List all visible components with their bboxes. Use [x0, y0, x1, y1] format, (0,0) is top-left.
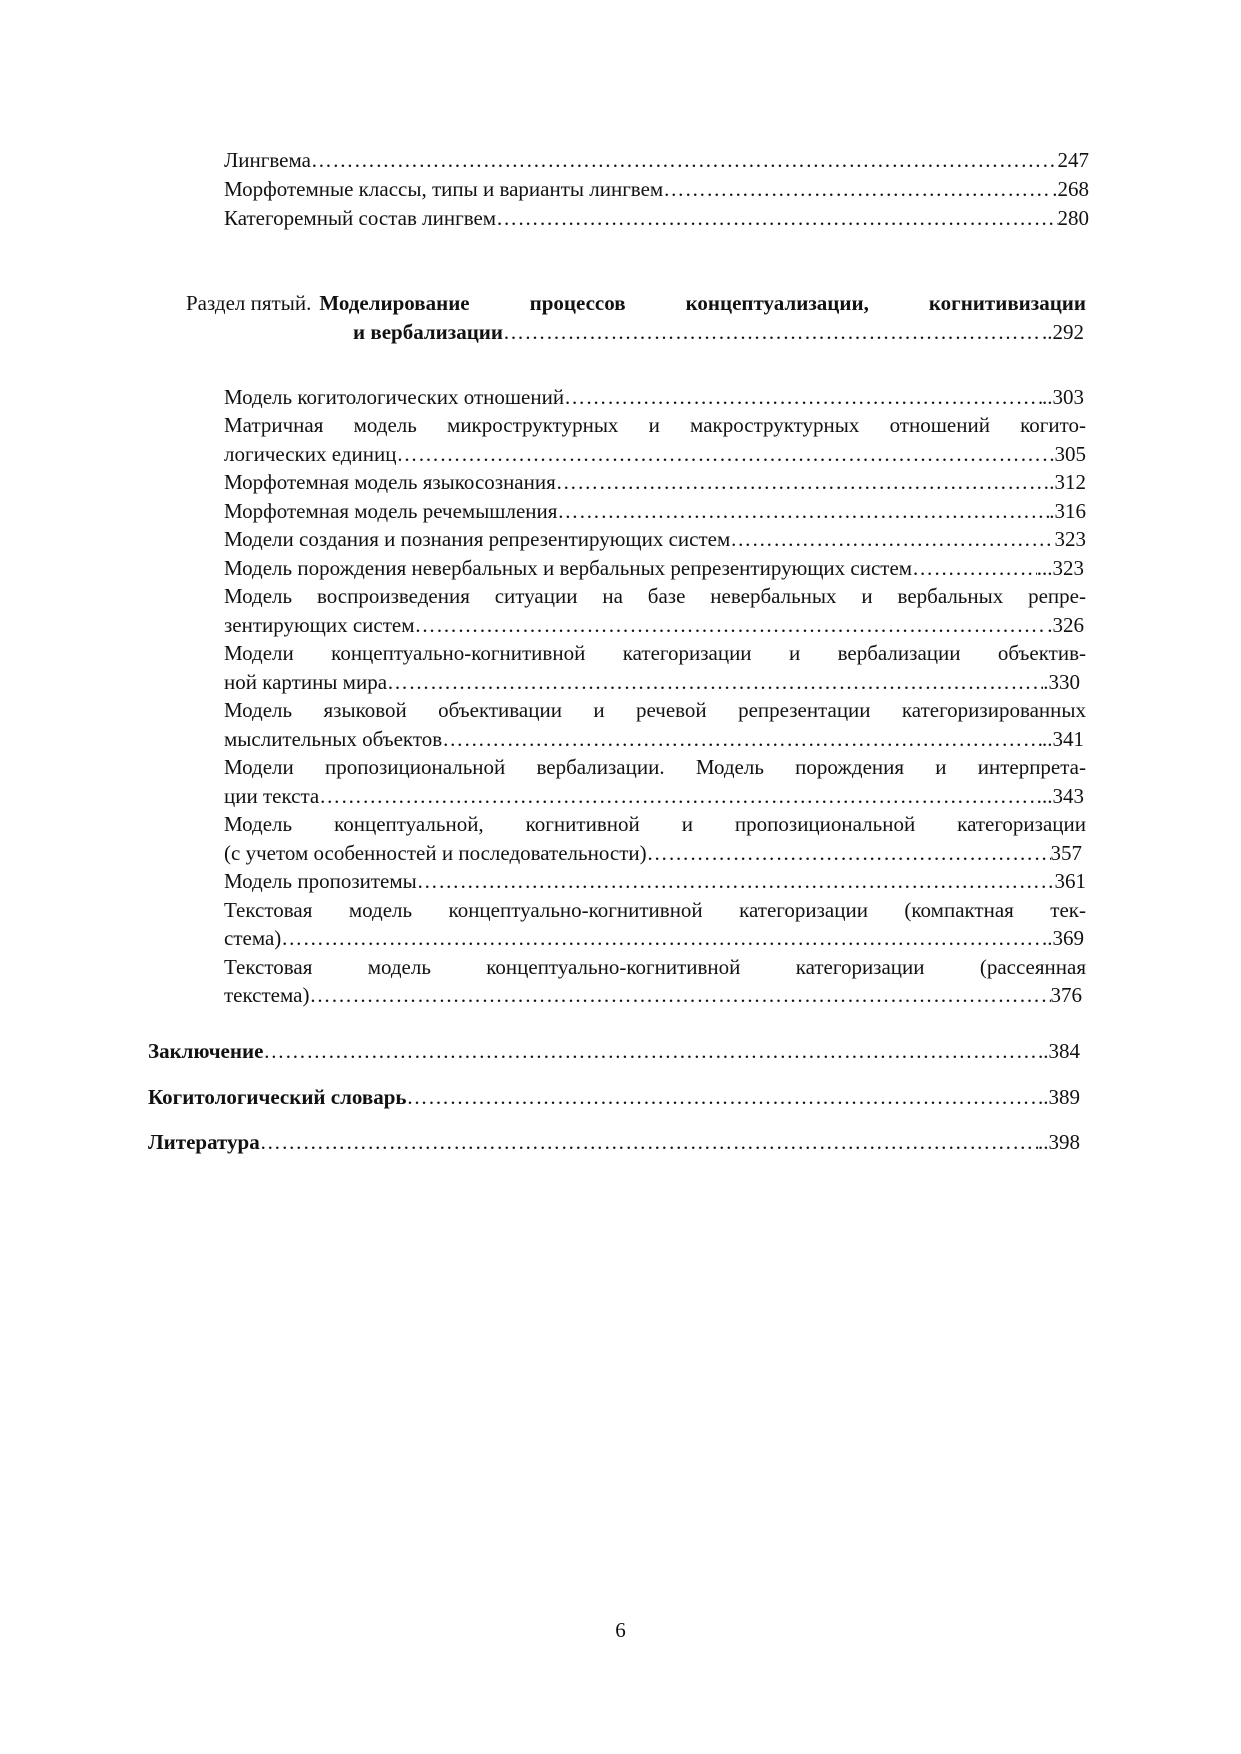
toc-entry-page: ..369: [1042, 926, 1084, 950]
toc-leader-dots: [557, 497, 1049, 526]
toc-leader-dots: [407, 1083, 1039, 1112]
toc-entry-label: Модель пропозитемы: [224, 869, 417, 893]
section-heading-continuation[interactable]: [353, 318, 1084, 347]
toc-entry-conclusion[interactable]: [148, 1037, 1080, 1066]
toc-entry[interactable]: [224, 924, 1084, 953]
toc-entry[interactable]: [224, 440, 1086, 469]
toc-entry[interactable]: [224, 725, 1084, 754]
toc-entry-text: Модель языковой объективации и речевой репрезентации категоризированных: [224, 698, 1086, 722]
toc-entry-first-line[interactable]: [224, 810, 1086, 839]
toc-entry-text: Модель концептуальной, когнитивной и пропозициональной категоризации: [224, 812, 1086, 836]
toc-entry-first-line[interactable]: [224, 896, 1086, 925]
toc-entry-first-line[interactable]: [224, 696, 1086, 725]
section-title-line1: Моделирование процессов концептуализации, когнитивизации: [319, 291, 1086, 315]
toc-entry-page: 323: [1054, 527, 1086, 551]
toc-entry-page: ..343: [1042, 784, 1084, 808]
toc-entry-first-line[interactable]: [224, 639, 1086, 668]
toc-entry-label: ции текста: [224, 784, 320, 808]
toc-entry-text: Модель воспроизведения ситуации на базе невербальных и вербальных репре-: [224, 584, 1086, 608]
section-page: ..292: [1042, 320, 1084, 344]
section-prefix: Раздел пятый.: [186, 291, 312, 315]
toc-entry-first-line[interactable]: [224, 582, 1086, 611]
section-heading[interactable]: [186, 289, 1086, 318]
toc-leader-dots: [311, 146, 1058, 175]
toc-entry[interactable]: [224, 839, 1082, 868]
toc-leader-dots: [417, 867, 1055, 896]
toc-entry-label: Морфотемная модель языкосознания: [224, 470, 556, 494]
toc-entry-label: (с учетом особенностей и последовательности): [224, 841, 647, 865]
toc-leader-dots: [663, 175, 1052, 204]
toc-entry[interactable]: [224, 146, 1089, 175]
toc-entry-dictionary[interactable]: [148, 1083, 1080, 1112]
toc-entry-label: мыслительных объектов: [224, 727, 443, 751]
toc-entry-label: стема): [224, 926, 282, 950]
toc-entry[interactable]: [224, 981, 1082, 1010]
toc-entry-label: Лингвема: [224, 148, 311, 172]
section-title-line2: и вербализации: [353, 320, 503, 344]
toc-leader-dots: [564, 383, 1042, 412]
toc-entry-page: .312: [1049, 470, 1086, 494]
toc-entry-label: Модель порождения невербальных и вербальных репрезентирующих систем: [224, 556, 913, 580]
toc-entry[interactable]: [224, 554, 1084, 583]
toc-entry-label: Модель когитологических отношений: [224, 385, 565, 409]
toc-entry-label: зентирующих систем: [224, 613, 415, 637]
toc-entry-page: ..384: [1038, 1039, 1080, 1063]
toc-leader-dots: [647, 839, 1051, 868]
toc-entry-text: Модели пропозициональной вербализации. Модель порождения и интерпрета-: [224, 755, 1086, 779]
toc-entry[interactable]: [224, 383, 1084, 412]
toc-leader-dots: [281, 924, 1042, 953]
toc-entry-text: Модели концептуально-когнитивной категоризации и вербализации объектив-: [224, 641, 1086, 665]
toc-entry-page: ..398: [1038, 1130, 1080, 1154]
toc-entry[interactable]: [224, 468, 1086, 497]
toc-entry-page: ..303: [1042, 385, 1084, 409]
toc-entry-page: .330: [1043, 670, 1080, 694]
toc-entry-literature[interactable]: [148, 1128, 1080, 1157]
toc-entry-page: ..341: [1042, 727, 1084, 751]
toc-entry-page: .326: [1047, 613, 1084, 637]
toc-entry[interactable]: [224, 668, 1080, 697]
toc-entry-page: 247: [1057, 148, 1089, 172]
toc-leader-dots: [319, 782, 1042, 811]
toc-leader-dots: [263, 1037, 1038, 1066]
toc-leader-dots: [442, 725, 1042, 754]
toc-leader-dots: [496, 204, 1057, 233]
page-number: 6: [615, 1618, 626, 1642]
toc-entry-label: Категоремный состав лингвем: [224, 206, 497, 230]
toc-leader-dots: [309, 981, 1050, 1010]
toc-entry-page: 357: [1050, 841, 1082, 865]
toc-entry-first-line[interactable]: [224, 753, 1086, 782]
toc-leader-dots: [556, 468, 1049, 497]
toc-entry-label: текстема): [224, 983, 310, 1007]
toc-entry-page: .316: [1049, 499, 1086, 523]
toc-entry[interactable]: [224, 175, 1089, 204]
toc-entry-page: 361: [1054, 869, 1086, 893]
toc-entry-page: .268: [1052, 177, 1089, 201]
toc-leader-dots: [503, 318, 1042, 347]
toc-entry-label: логических единиц: [224, 442, 397, 466]
toc-leader-dots: [912, 554, 1037, 583]
toc-entry-page: 376: [1050, 983, 1082, 1007]
toc-entry-label: Модели создания и познания репрезентирующих систем: [224, 527, 731, 551]
toc-entry-page: ...323: [1036, 556, 1084, 580]
toc-entry-first-line[interactable]: [224, 411, 1086, 440]
toc-entry-first-line[interactable]: [224, 953, 1086, 982]
toc-entry-label: Морфотемные классы, типы и варианты лингвем: [224, 177, 664, 201]
toc-leader-dots: [260, 1128, 1038, 1157]
toc-leader-dots: [730, 525, 1054, 554]
toc-entry-label: Когитологический словарь: [148, 1085, 407, 1109]
toc-entry[interactable]: [224, 497, 1086, 526]
toc-leader-dots: [387, 668, 1043, 697]
toc-entry-page: 305: [1054, 442, 1086, 466]
toc-entry-label: ной картины мира: [224, 670, 388, 694]
toc-entry-text: Матричная модель микроструктурных и макроструктурных отношений когито-: [224, 413, 1086, 437]
toc-entry[interactable]: [224, 782, 1084, 811]
toc-entry-page: ..389: [1038, 1085, 1080, 1109]
toc-leader-dots: [415, 611, 1048, 640]
toc-entry-text: Текстовая модель концептуально-когнитивной категоризации (компактная тек-: [224, 898, 1086, 922]
toc-entry[interactable]: [224, 611, 1084, 640]
toc-entry-text: Текстовая модель концептуально-когнитивной категоризации (рассеянная: [224, 955, 1086, 979]
toc-entry[interactable]: [224, 525, 1086, 554]
toc-entry[interactable]: [224, 867, 1086, 896]
toc-entry-label: Морфотемная модель речемышления: [224, 499, 558, 523]
toc-entry-label: Литература: [148, 1130, 260, 1154]
toc-entry-page: 280: [1057, 206, 1089, 230]
toc-leader-dots: [396, 440, 1054, 469]
toc-entry-label: Заключение: [148, 1039, 264, 1063]
toc-entry[interactable]: [224, 204, 1089, 233]
